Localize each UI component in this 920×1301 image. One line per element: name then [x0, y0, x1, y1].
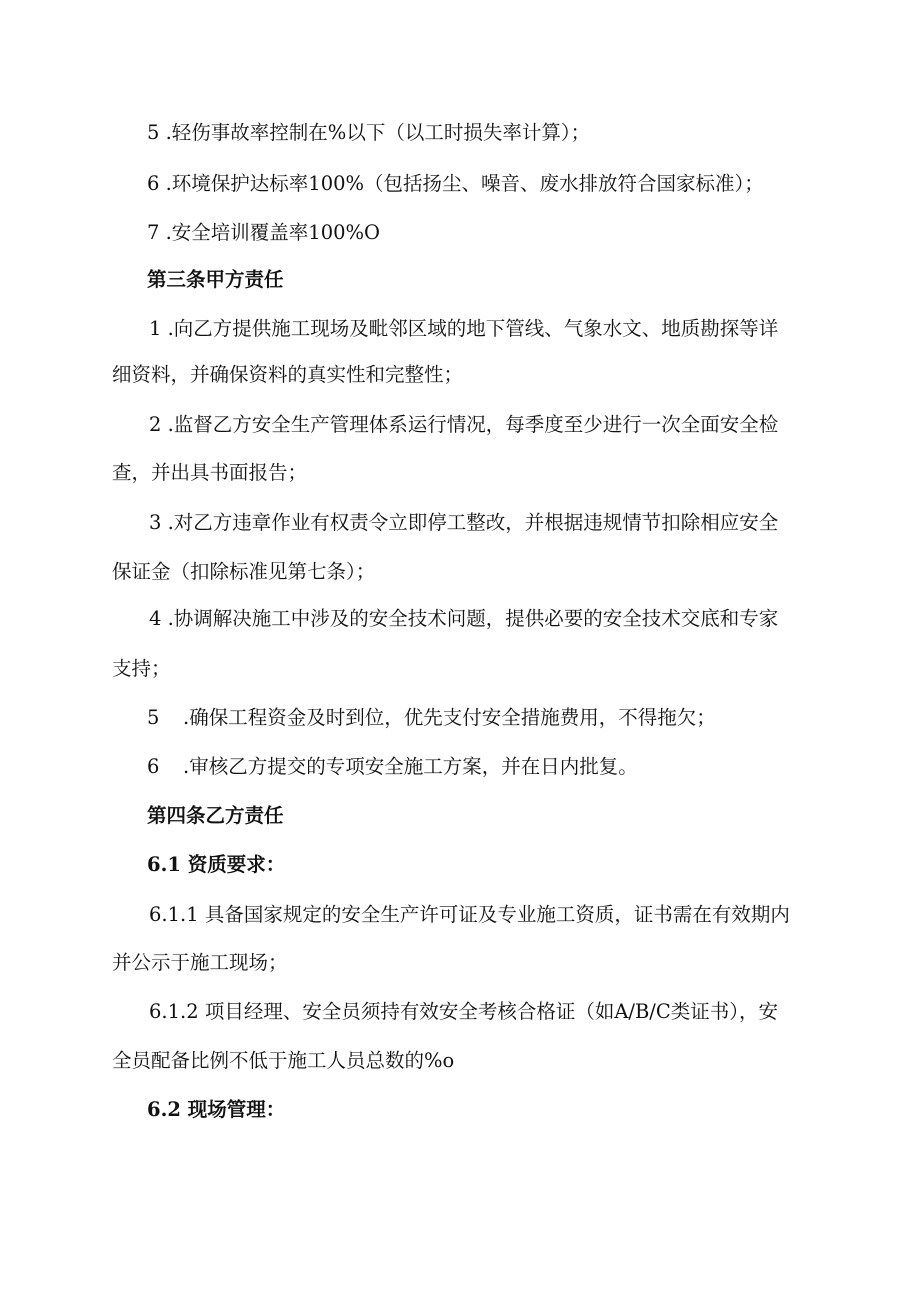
paragraph-line: 保证金（扣除标准见第七条）； [112, 560, 376, 583]
paragraph-line: 1 .向乙方提供施工现场及毗邻区域的地下管线、气象水文、地质勘探等详 [149, 317, 779, 340]
paragraph-line: .确保工程资金及时到位，优先支付安全措施费用，不得拖欠； [183, 706, 716, 729]
paragraph-line: 5 .轻伤事故率控制在%以下（以工时损失率计算）； [147, 121, 591, 144]
paragraph-line: 查，并出具书面报告； [112, 461, 308, 484]
paragraph-line: 细资料，并确保资料的真实性和完整性； [112, 363, 464, 386]
paragraph-line: 全员配备比例不低于施工人员总数的%o [112, 1049, 455, 1072]
paragraph-line: 支持； [112, 657, 171, 680]
paragraph-line: 7 .安全培训覆盖率100%O [147, 221, 381, 244]
section-6-1-heading: 6.1 资质要求： [147, 853, 286, 876]
paragraph-line: 6.1.2 项目经理、安全员须持有效安全考核合格证（如A/B/C类证书），安 [149, 1000, 779, 1023]
list-number: 5 [147, 706, 160, 729]
paragraph-line: 并公示于施工现场； [112, 951, 288, 974]
paragraph-line: 6.1.1 具备国家规定的安全生产许可证及专业施工资质，证书需在有效期内 [149, 903, 790, 926]
article-3-heading: 第三条甲方责任 [147, 268, 284, 291]
article-4-heading: 第四条乙方责任 [147, 804, 284, 827]
paragraph-line: 4 .协调解决施工中涉及的安全技术问题，提供必要的安全技术交底和专家 [149, 607, 779, 630]
list-number: 6 [147, 755, 160, 778]
paragraph-line: 3 .对乙方违章作业有权责令立即停工整改，并根据违规情节扣除相应安全 [149, 511, 779, 534]
section-6-2-heading: 6.2 现场管理： [147, 1098, 286, 1121]
paragraph-line: 2 .监督乙方安全生产管理体系运行情况，每季度至少进行一次全面安全检 [149, 413, 779, 436]
paragraph-line: .审核乙方提交的专项安全施工方案，并在日内批复。 [183, 755, 638, 778]
paragraph-line: 6 .环境保护达标率100%（包括扬尘、噪音、废水排放符合国家标准）； [147, 172, 764, 195]
